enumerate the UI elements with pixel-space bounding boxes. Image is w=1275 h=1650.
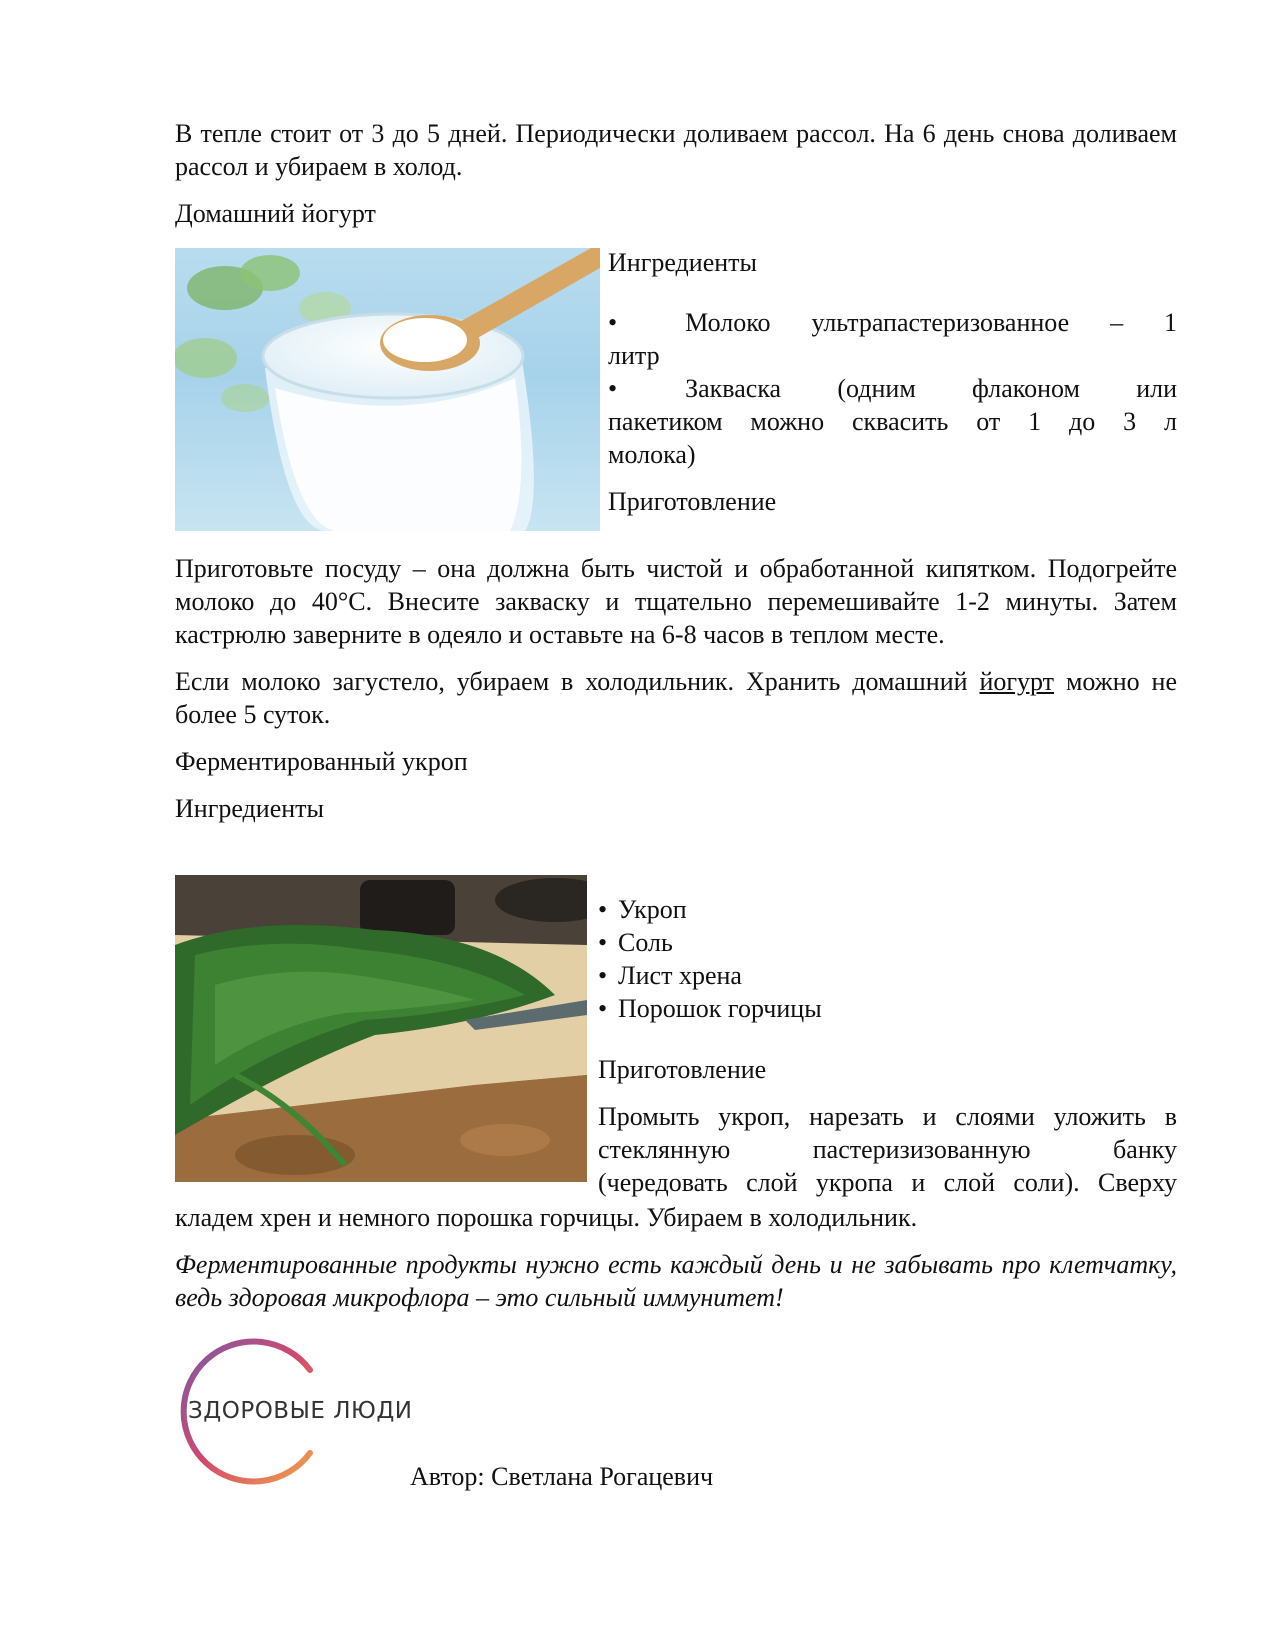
yogurt-prep-heading: Приготовление <box>608 487 777 516</box>
list-item: • Укроп <box>598 895 687 924</box>
dill-photo <box>175 875 587 1182</box>
yogurt-ingredient-item: • Молоко ультрапастеризованное – 1 литр <box>608 308 1177 370</box>
author: Автор: Светлана Рогацевич <box>410 1462 714 1491</box>
dill-prep-line: кладем хрен и немного порошка горчицы. Убираем в холодильник. <box>175 1203 918 1232</box>
yogurt-ingredients-block <box>608 246 1177 518</box>
yogurt-section-title: Домашний йогурт <box>175 199 376 228</box>
dill-prep-line: (чередовать слой укропа и слой соли). Сверху <box>598 1168 1177 1197</box>
dill-ingredients-heading: Ингредиенты <box>175 794 324 823</box>
yogurt-prep-paragraph-2: Если молоко загустело, убираем в холодильник. Хранить домашний йогурт можно не более 5 суток. <box>175 667 1177 729</box>
dill-prep-heading: Приготовление <box>598 1055 767 1084</box>
document-body <box>175 117 1177 230</box>
yogurt-glass-spoon-photo-icon <box>175 248 600 531</box>
yogurt-link[interactable]: йогурт <box>979 667 1055 696</box>
list-item: • Соль <box>598 928 673 957</box>
intro-paragraph: В тепле стоит от 3 до 5 дней. Периодически доливаем рассол. На 6 день снова доливаем рассол и убираем в холод. <box>175 119 1177 181</box>
dill-prep-line: стеклянную пастеризизованную банку <box>598 1135 1177 1164</box>
yogurt-ingredients-heading: Ингредиенты <box>608 248 757 277</box>
yogurt-prep-paragraph-1: Приготовьте посуду – она должна быть чистой и обработанной кипятком. Подогрейте молоко до 40°C. Внесите закваску и тщательно перемешивайте 1-2 минуты. Затем кастрюлю заверните в одеяло и оставьте на 6-8 часов в теплом месте. <box>175 554 1177 649</box>
list-item: • Порошок горчицы <box>598 994 822 1023</box>
dill-ingredients-block <box>598 893 1177 1199</box>
dill-section-title: Ферментированный укроп <box>175 747 468 776</box>
dill-prep-line: Промыть укроп, нарезать и слоями уложить в <box>598 1102 1177 1131</box>
yogurt-ingredient-item: • Закваска (одним флаконом или пакетиком можно сквасить от 1 до 3 л молока) <box>608 374 1177 469</box>
logo-text: ЗДОРОВЫЕ ЛЮДИ <box>188 1398 413 1424</box>
dill-ingredients-list <box>598 893 1177 1025</box>
dill-prep-tail <box>175 1201 1177 1314</box>
yogurt-photo <box>175 248 600 531</box>
yogurt-preparation <box>175 552 1177 825</box>
chopped-dill-photo-icon <box>175 875 587 1182</box>
list-item: • Лист хрена <box>598 961 742 990</box>
closing-note: Ферментированные продукты нужно есть каждый день и не забывать про клетчатку, ведь здоровая микрофлора – это сильный иммунитет! <box>175 1250 1177 1312</box>
